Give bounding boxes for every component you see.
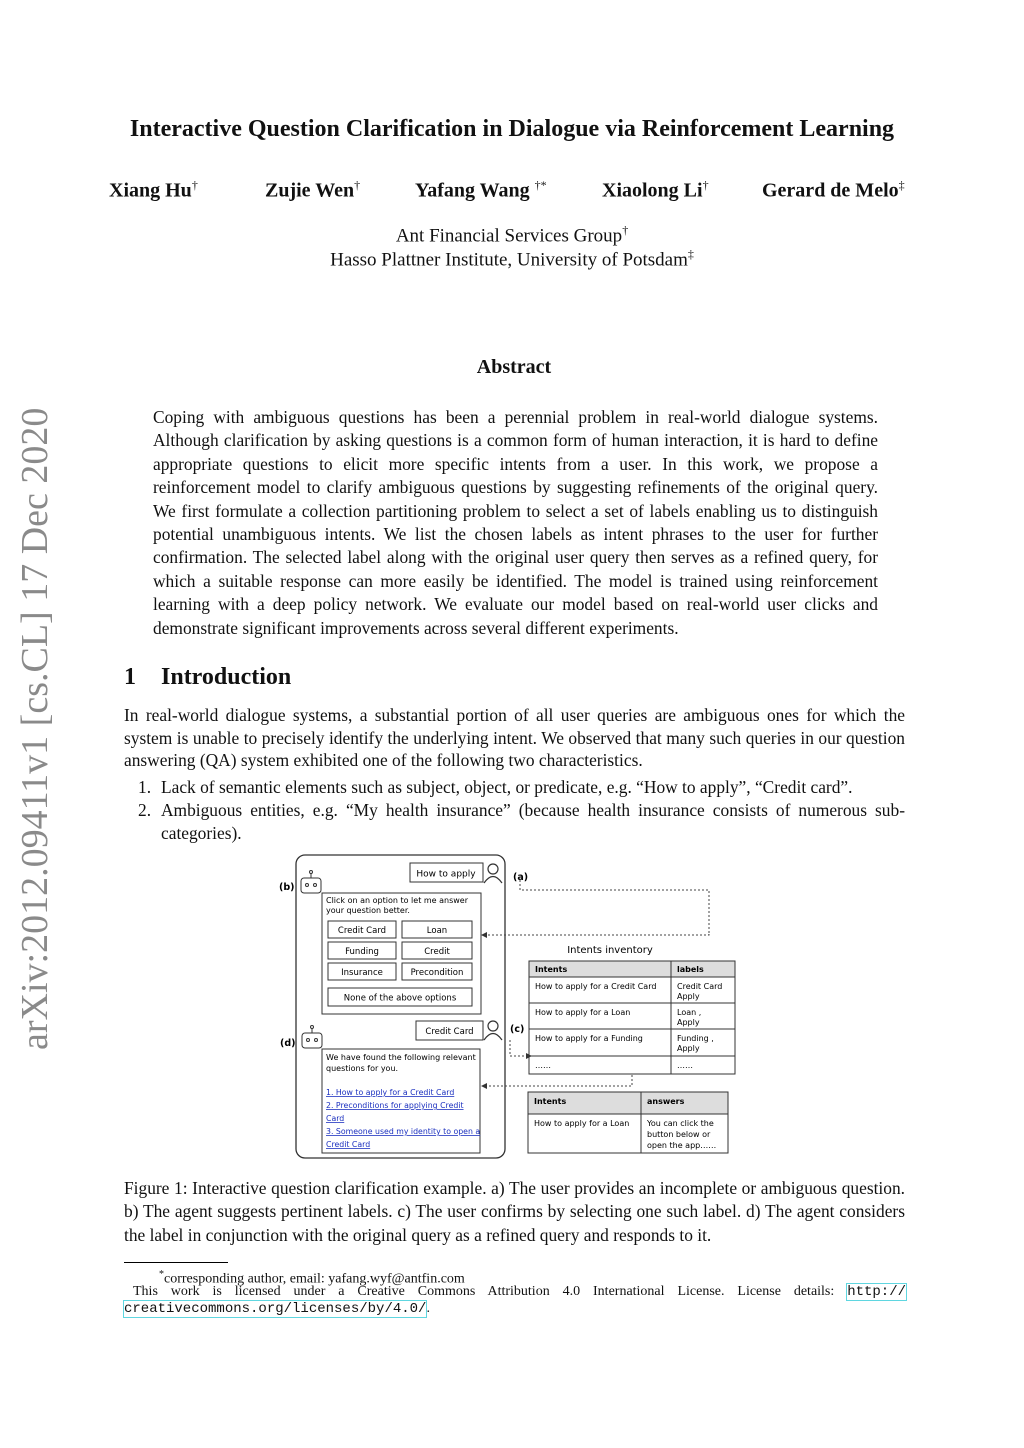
prompt-line-1: Click on an option to let me answer [326, 896, 469, 905]
response-link-2-cont: Card [326, 1114, 345, 1123]
robot-icon [302, 1026, 322, 1049]
author-name: Xiaolong Li [602, 179, 703, 202]
answers-header-intents: Intents [534, 1097, 567, 1106]
author-mark: ‡ [898, 178, 905, 192]
affiliation-mark: † [622, 223, 629, 237]
author-3 [415, 178, 547, 203]
abstract-heading: Abstract [476, 356, 552, 378]
author-5 [762, 178, 905, 203]
option-button-credit [402, 942, 472, 959]
robot-icon [301, 871, 321, 894]
footnote-mark: * [159, 1269, 164, 1280]
inventory-label: …… [677, 1061, 693, 1070]
author-mark: † [354, 178, 361, 192]
option-label: None of the above options [343, 993, 457, 1004]
footnote-rule [124, 1262, 228, 1263]
inventory-label: Apply [677, 1018, 700, 1027]
license-end: . [426, 1301, 430, 1316]
prompt-line-2: your question better. [326, 906, 410, 915]
arrow-selection-to-inventory [510, 1040, 531, 1056]
inventory-label: Credit Card [677, 982, 723, 991]
response-link-2: 2. Preconditions for applying Credit [326, 1101, 464, 1110]
answers-text: open the app…… [647, 1141, 717, 1150]
author-list [0, 178, 1024, 208]
license-link-part2[interactable]: creativecommons.org/licenses/by/4.0/ [124, 1301, 427, 1317]
license-line-2 [124, 1300, 906, 1318]
option-label: Credit Card [337, 926, 387, 936]
arxiv-sidebar-stamp: arXiv:2012.09411v1 [cs.CL] 17 Dec 2020 [14, 407, 56, 1050]
affiliation-2 [0, 247, 1024, 271]
option-button-none [328, 988, 472, 1006]
response-link-3: 3. Someone used my identity to open a [326, 1127, 481, 1136]
option-button-funding [328, 942, 396, 959]
inventory-intent: How to apply for a Credit Card [535, 982, 657, 991]
inventory-header-labels: labels [677, 965, 704, 974]
label-c: (c) [510, 1024, 525, 1035]
label-b: (b) [279, 882, 295, 893]
author-mark: †* [534, 178, 547, 192]
answers-intent: How to apply for a Loan [534, 1119, 630, 1128]
inventory-intent: …… [535, 1061, 551, 1070]
user-avatar-icon [484, 864, 502, 883]
affiliation-name: Hasso Plattner Institute, University of Potsdam [330, 249, 688, 271]
affiliation-mark: ‡ [687, 247, 694, 261]
author-name: Zujie Wen [265, 179, 355, 202]
answers-header-answers: answers [647, 1097, 685, 1106]
inventory-label: Loan , [677, 1008, 702, 1017]
user-avatar-icon [484, 1021, 502, 1040]
option-label: Precondition [410, 968, 464, 978]
section-heading [124, 664, 291, 691]
section-title: Introduction [161, 664, 292, 690]
arrow-inventory-to-options [482, 934, 709, 935]
option-label: Funding [345, 947, 379, 957]
inventory-table [529, 961, 735, 1074]
license-link-part1[interactable]: http:// [847, 1284, 907, 1300]
author-mark: † [191, 178, 198, 192]
label-a: (a) [513, 872, 529, 883]
option-label: Loan [426, 926, 448, 936]
list-number: 1. [138, 777, 152, 797]
user-query-text: How to apply [416, 869, 476, 880]
response-line-2: questions for you. [326, 1064, 399, 1073]
inventory-label: Funding , [677, 1034, 714, 1043]
inventory-intent: How to apply for a Funding [535, 1034, 643, 1043]
figure-caption: Figure 1: Interactive question clarification example. a) The user provides an incomplete or ambiguous question. b) The agent suggests pertinent labels. c) The user confirms by selecting one such label. d) The agent considers the label in conjunction with the original query as a refined query and responds to it. [124, 1178, 905, 1245]
inventory-label: Apply [677, 992, 700, 1001]
label-d: (d) [280, 1038, 296, 1049]
option-label: Insurance [341, 968, 383, 978]
list-item [138, 776, 905, 799]
option-button-credit-card [328, 921, 396, 938]
user-selection-text: Credit Card [425, 1027, 474, 1037]
author-name: Yafang Wang [415, 179, 535, 202]
affiliation-name: Ant Financial Services Group [395, 225, 623, 247]
author-1 [109, 178, 198, 203]
author-name: Gerard de Melo [762, 179, 899, 202]
license-text: This work is licensed under a Creative Commons Attribution 4.0 International License. License details: [133, 1284, 835, 1299]
inventory-label: Apply [677, 1044, 700, 1053]
response-line-1: We have found the following relevant [326, 1053, 476, 1062]
option-button-insurance [328, 963, 396, 980]
answers-text: button below or [647, 1130, 711, 1139]
option-label: Credit [424, 947, 450, 957]
list-text: Ambiguous entities, e.g. “My health insurance” (because health insurance consists of numerous sub-categories). [161, 800, 905, 843]
intro-paragraph: In real-world dialogue systems, a substantial portion of all user queries are ambiguous ones for which the system is unable to precisely identify the underlying intent. We observed that many such queries in our question answering (QA) system exhibited one of the following two characteristics. [124, 705, 905, 770]
author-name: Xiang Hu [109, 179, 192, 202]
paper-title: Interactive Question Clarification in Dialogue via Reinforcement Learning [129, 116, 895, 142]
inventory-header-intents: Intents [535, 965, 568, 974]
footnote-email-text: corresponding author, email: yafang.wyf@antfin.com [164, 1271, 465, 1287]
section-number: 1 [124, 664, 136, 690]
list-item [138, 799, 905, 843]
author-4 [602, 178, 709, 203]
figure-1 [270, 848, 750, 1166]
response-link-1: 1. How to apply for a Credit Card [326, 1088, 455, 1097]
author-mark: † [702, 178, 709, 192]
answers-text: You can click the [647, 1119, 714, 1128]
response-link-3-cont: Credit Card [326, 1140, 371, 1149]
affiliation-1 [0, 223, 1024, 247]
list-text: Lack of semantic elements such as subject, object, or predicate, e.g. “How to apply”, “Credit card”. [161, 777, 853, 797]
option-button-precondition [402, 963, 472, 980]
list-number: 2. [138, 800, 152, 820]
inventory-title: Intents inventory [567, 945, 653, 956]
license-line [124, 1283, 906, 1301]
inventory-intent: How to apply for a Loan [535, 1008, 631, 1017]
author-2 [265, 178, 360, 203]
abstract-body: Coping with ambiguous questions has been a perennial problem in real-world dialogue systems. Although clarification by asking questions is a common form of human interaction, it is hard to define appropriate questions to elicit more specific intents from a user. In this work, we propose a reinforcement model to clarify ambiguous questions by suggesting refinements of the original query. We first formulate a collection partitioning problem to select a set of labels enabling us to distinguish potential unambiguous intents. We list the chosen labels as intent phrases to the user for further confirmation. The selected label along with the original user query then serves as a refined query, for which a suitable response can more easily be identified. The model is trained using reinforcement learning with a deep policy network. We evaluate our model based on real-world user clicks and demonstrate significant improvements across several different experiments. [153, 407, 878, 638]
option-button-loan [402, 921, 472, 938]
arrow-query-to-inventory [520, 880, 709, 935]
